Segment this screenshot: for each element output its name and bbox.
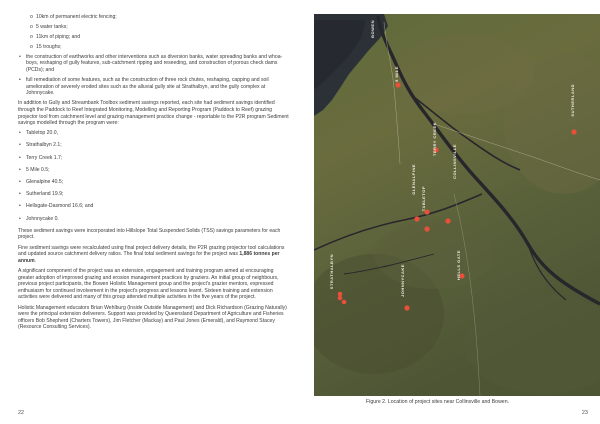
- map-label-tabletop: TABLETOP: [421, 186, 426, 212]
- site-marker-strathalbyn-3: [342, 300, 347, 305]
- list-item: o 11km of piping; and: [30, 34, 290, 41]
- map-label-sutherland: SUTHERLAND: [570, 84, 575, 117]
- map-label-johnnycake: JOHNNYCAKE: [400, 264, 405, 298]
- site-savings-list: [18, 130, 290, 222]
- site-marker-tabletop-2: [424, 226, 429, 231]
- site-marker-tabletop-3: [445, 218, 450, 223]
- list-item: • Tabletop 20.0,: [18, 130, 290, 137]
- map-label-strathalbyn: STRATHALBYN: [329, 254, 334, 290]
- list-item: o 10km of permanent electric fencing;: [30, 14, 290, 21]
- map-label-hells-gate: HELLS GATE: [456, 250, 461, 281]
- site-marker-sutherland: [571, 129, 576, 134]
- site-marker-strathalbyn-2: [338, 296, 343, 301]
- extension-paragraph: A significant component of the project was an extension, engagement and training program aimed at encouraging greater adoption of improved grazing and erosion management practices by graziers. An initial group of neighbours, previous project participants, the Bowen Holistic Management group and the project's grazier mentors, expressed enthusiasm for continued involvement in the project's progress and lessons learnt. Sixteen training and extension activities were delivered and many of this group attended multiple activities in the five years of the project.: [18, 267, 279, 301]
- left-page-body: [18, 14, 290, 334]
- project-sites-map: [314, 14, 600, 396]
- list-item: • Sutherland 19.9;: [18, 191, 290, 198]
- incorporated-paragraph: These sediment savings were incorporated into Hillslope Total Suspended Solids (TSS) savings parameters for each project.: [18, 227, 281, 241]
- works-bullet-list: [18, 54, 290, 97]
- final-savings-text: Fine sediment savings were recalculated using final project delivery details, the P2R grazing projector tool calculations and updated source catchment delivery ratios. The final total sediment savings for the project was: [18, 244, 285, 258]
- educators-paragraph: Holistic Management educators Brian Wehlburg (Inside Outside Management) and Dick Richardson (Grazing Naturally) were the principal extension deliverers. Support was provided by Queensland Department of Agriculture and Fisheries officers Bob Shepherd (Charters Towers), Jim Fletcher (Mackay) and Paul Jones (Emerald), and Raymond Stacey (Resource Consulting Services).: [18, 304, 287, 331]
- list-item: o 5 water tanks;: [30, 24, 290, 31]
- figure-caption: Figure 2. Location of project sites near Collinsville and Bowen.: [366, 399, 510, 405]
- final-savings-end: .: [34, 257, 37, 264]
- list-item: • Hellsgate-Dasmond 16.6; and: [18, 203, 290, 210]
- map-label-terry-creek: TERRY CREEK: [432, 122, 437, 156]
- list-item: • the construction of earthworks and other interventions such as diversion banks, water spreading banks and whoa-boys, reshaping of gully features, sub-catchment ripping and reseeding, and construction of porous check dams (PCDs); and: [18, 54, 290, 74]
- sediment-savings-paragraph: In addition to Gully and Streambank Toolbox sediment savings reported, each site had sediment savings identified through the Paddock to Reef Integrated Monitoring, Modelling and Reporting Program (Paddock to Reef) grazing projector tool from catchment level and grazing management practice change - reportable to the P2R program Sediment savings modelled through the program were:: [18, 100, 289, 127]
- page-number-left: 22: [18, 410, 25, 416]
- final-savings-total: 1,886 tonnes per annum: [18, 251, 280, 264]
- list-item: • Strathalbyn 2.1;: [18, 142, 290, 149]
- site-marker-strathalbyn-1: [338, 292, 343, 297]
- list-item: • full remediation of some features, such as the construction of three rock chutes, reshaping, capping and soil amelioration of severely eroded sites such as the alluvial gully site at Strathalbyn, and the gully complex at Johnnycake.: [18, 77, 290, 97]
- site-marker-glenalpine: [414, 216, 419, 221]
- map-label-glenalpine: GLENALPINE: [411, 164, 416, 195]
- right-page: [300, 0, 600, 424]
- list-item: • Terry Creek 1.7;: [18, 155, 290, 162]
- list-item: • Glenalpine 40.5;: [18, 179, 290, 186]
- map-label-bowen: BOWEN: [370, 20, 375, 38]
- map-label-5-mile: 5 MILE: [394, 66, 399, 82]
- final-savings-paragraph: [18, 245, 290, 265]
- satellite-map-image: [314, 14, 600, 396]
- list-item: • Johnnycake 0.: [18, 216, 290, 223]
- site-marker-johnnycake: [404, 305, 409, 310]
- site-marker-5-mile: [395, 82, 400, 87]
- infrastructure-sublist: [30, 14, 290, 50]
- list-item: • 5 Mile 0.5;: [18, 167, 290, 174]
- map-label-collinsville: COLLINSVILLE: [452, 144, 457, 179]
- list-item: o 15 troughs;: [30, 44, 290, 51]
- page-number-right: 23: [581, 410, 588, 416]
